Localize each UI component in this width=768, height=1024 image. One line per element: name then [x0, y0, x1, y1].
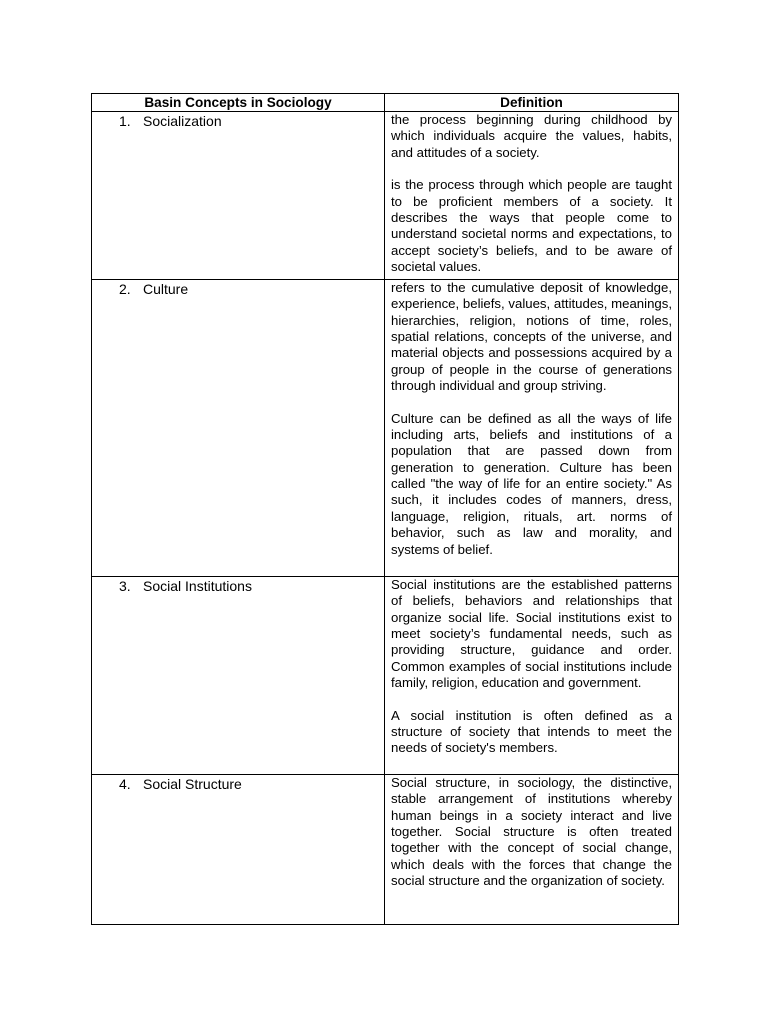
concept-number: 3.	[119, 578, 131, 594]
definition-cell	[385, 280, 679, 577]
table-row	[92, 112, 679, 280]
concepts-table	[91, 93, 679, 925]
definition-cell	[385, 112, 679, 280]
definition-paragraph: Culture can be defined as all the ways of life including arts, beliefs and institutions of a population that are passed down from generation to generation. Culture has been called "the way of life for an entire society." As such, it includes codes of manners, dress, language, religion, rituals, art. norms of behavior, such as law and morality, and systems of belief.	[391, 410, 672, 557]
concept-name: Social Institutions	[143, 578, 252, 594]
table-row	[92, 577, 679, 775]
definition-paragraph: A social institution is often defined as a structure of society that intends to meet the needs of society's members.	[391, 707, 672, 756]
concept-number: 4.	[119, 776, 131, 792]
concept-number: 2.	[119, 281, 131, 297]
concept-cell	[92, 577, 385, 775]
concept-name: Culture	[143, 281, 189, 297]
definition-cell	[385, 775, 679, 925]
concept-name: Social Structure	[143, 776, 242, 792]
concept-number: 1.	[119, 113, 131, 129]
header-concepts: Basin Concepts in Sociology	[92, 94, 385, 112]
definition-paragraph: is the process through which people are taught to be proficient members of a society. It describes the ways that people come to understand societal norms and expectations, to accept society’s beliefs, and to be aware of societal values.	[391, 177, 672, 275]
concept-cell	[92, 775, 385, 925]
definition-paragraph: Social institutions are the established patterns of beliefs, behaviors and relationships that organize social life. Social institutions exist to meet society’s fundamental needs, such as providing structure, guidance and order. Common examples of social institutions include family, religion, education and government.	[391, 577, 672, 691]
table-row	[92, 775, 679, 925]
definition-paragraph: the process beginning during childhood by which individuals acquire the values, habits, and attitudes of a society.	[391, 112, 672, 160]
table-header-row	[92, 94, 679, 112]
concept-cell	[92, 112, 385, 280]
definition-cell	[385, 577, 679, 775]
definition-paragraph: refers to the cumulative deposit of knowledge, experience, beliefs, values, attitudes, meanings, hierarchies, religion, notions of time, roles, spatial relations, concepts of the universe, and material objects and possessions acquired by a group of people in the course of generations through individual and group striving.	[391, 280, 672, 394]
definition-paragraph: Social structure, in sociology, the distinctive, stable arrangement of institutions whereby human beings in a society interact and live together. Social structure is often treated together with the concept of social change, which deals with the forces that change the social structure and the organization of society.	[391, 775, 672, 889]
table-row	[92, 280, 679, 577]
header-definition: Definition	[385, 94, 679, 112]
concept-name: Socialization	[143, 113, 222, 129]
concept-cell	[92, 280, 385, 577]
